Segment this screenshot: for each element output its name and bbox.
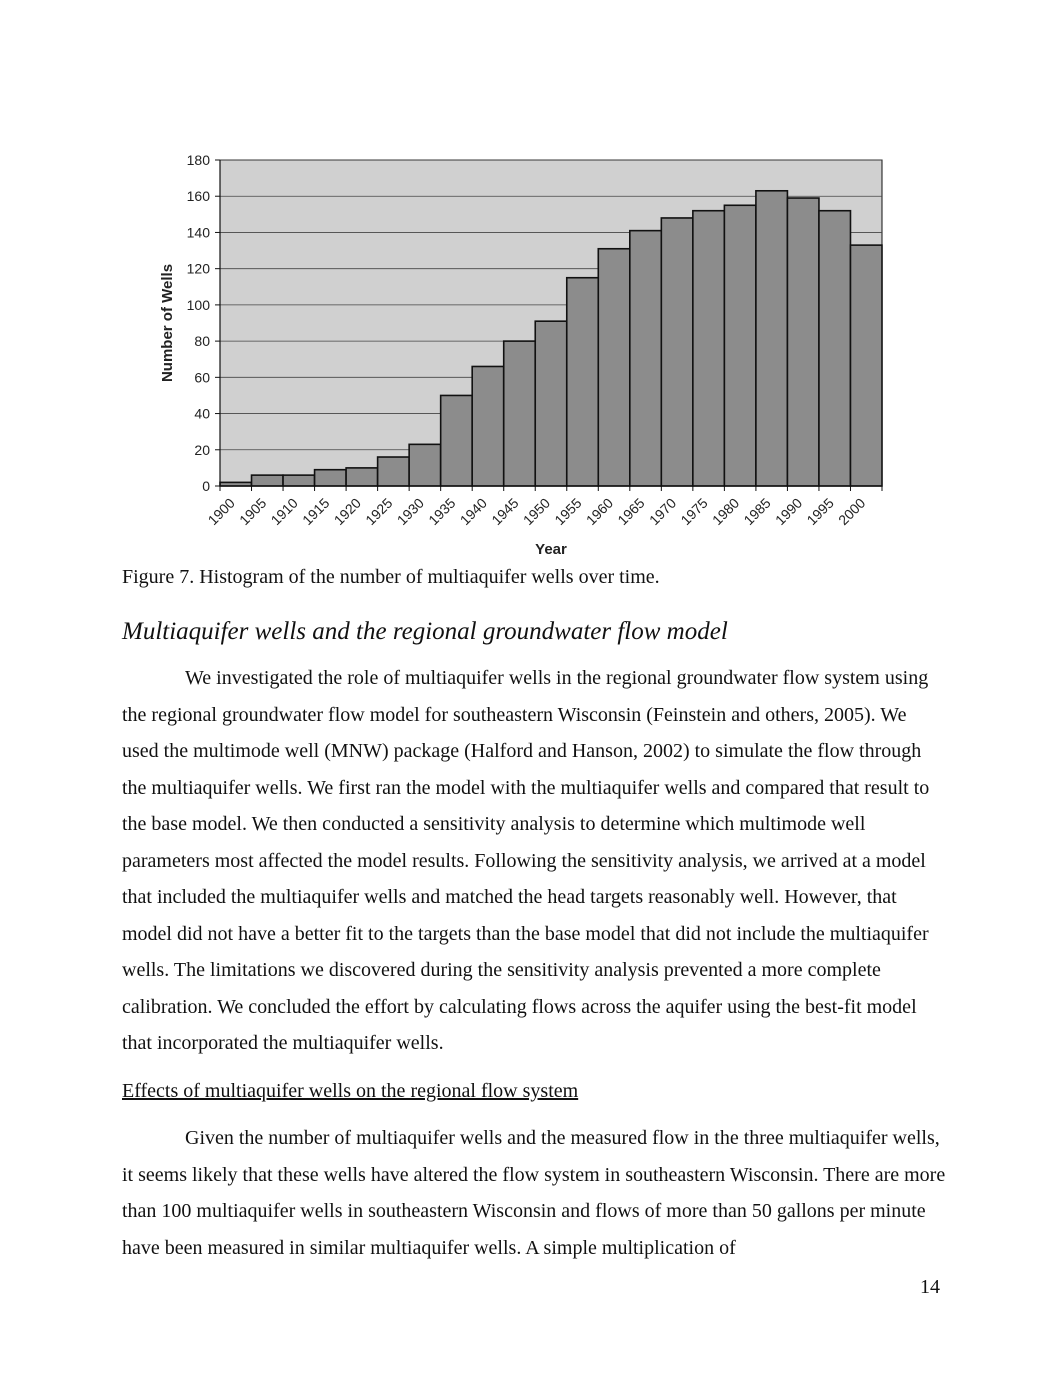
bar: [787, 198, 819, 486]
bar: [819, 211, 851, 486]
page-number: 14: [920, 1276, 940, 1298]
x-tick-label: 1975: [677, 494, 711, 529]
y-tick-label: 0: [202, 478, 210, 494]
section-heading: Multiaquifer wells and the regional groundwater flow model: [122, 618, 728, 645]
body-paragraph-2: Given the number of multiaquifer wells and the measured flow in the three multiaquifer wells, it seems likely that these wells have altered the flow system in southeastern Wisconsin. There are more than 100 multiaquifer wells in southeastern Wisconsin and flows of more than 50 gallons per minute have been measured in similar multiaquifer wells. A simple multiplication of: [122, 1127, 946, 1259]
bar: [252, 475, 284, 486]
bar: [756, 191, 788, 486]
bar: [378, 457, 410, 486]
bar: [598, 249, 630, 486]
figure-caption: Figure 7. Histogram of the number of multiaquifer wells over time.: [122, 566, 660, 588]
x-tick-label: 1925: [362, 494, 396, 529]
x-tick-label: 1960: [582, 494, 617, 529]
x-tick-label: 1940: [456, 494, 491, 529]
bar: [346, 468, 378, 486]
x-tick-label: 1915: [299, 494, 333, 529]
y-tick-label: 180: [186, 152, 210, 168]
x-tick-label: 1950: [519, 494, 554, 529]
y-tick-label: 140: [186, 224, 210, 241]
bar: [283, 475, 315, 486]
bar: [315, 470, 347, 486]
x-tick-label: 1990: [771, 494, 806, 529]
histogram-chart: [150, 140, 910, 560]
x-tick-label: 1985: [740, 494, 774, 529]
x-tick-label: 1900: [204, 494, 238, 529]
body-paragraph: We investigated the role of multiaquifer wells in the regional groundwater flow system using the regional groundwater flow model for southeastern Wisconsin (Feinstein and others, 2005). We used the multimode well (MNW) package (Halford and Hanson, 2002) to simulate the flow through the multiaquifer wells. We first ran the model with the multiaquifer wells and compared that result to the base model. We then conducted a sensitivity analysis to determine which multimode well parameters most affected the model results. Following the sensitivity analysis, we arrived at a model that included the multiaquifer wells and matched the head targets reasonably well. However, that model did not have a better fit to the targets than the base model that did not include the multiaquifer wells. The limitations we discovered during the sensitivity analysis prevented a more complete calibration. We concluded the effort by calculating flows across the aquifer using the best-fit model that incorporated the multiaquifer wells.: [122, 667, 930, 1054]
x-tick-label: 1945: [488, 494, 522, 529]
x-tick-label: 1980: [708, 494, 743, 529]
x-tick-label: 1910: [267, 494, 301, 529]
bar: [535, 321, 567, 486]
x-tick-label: 1965: [614, 494, 648, 529]
bar: [850, 245, 882, 486]
bar: [504, 341, 536, 486]
y-tick-label: 160: [186, 188, 210, 205]
x-tick-label: 1930: [393, 494, 428, 529]
x-axis-label: Year: [535, 541, 567, 558]
x-tick-label: 1955: [551, 494, 585, 529]
y-tick-label: 100: [186, 296, 210, 313]
x-tick-label: 1935: [425, 494, 459, 529]
y-tick-label: 120: [186, 260, 210, 277]
bar: [409, 444, 441, 486]
y-tick-label: 60: [194, 369, 210, 386]
bar: [441, 395, 473, 486]
x-tick-label: 1995: [803, 494, 837, 529]
bar: [661, 218, 693, 486]
x-tick-label: 1970: [645, 494, 680, 529]
y-tick-label: 80: [194, 333, 210, 350]
x-tick-label: 1905: [236, 494, 270, 529]
x-tick-label: 1920: [330, 494, 364, 529]
bar: [693, 211, 725, 486]
subsection-heading: Effects of multiaquifer wells on the regional flow system: [122, 1080, 579, 1102]
x-tick-label: 2000: [835, 494, 869, 529]
bar: [630, 231, 662, 486]
y-tick-label: 20: [194, 441, 210, 458]
bar: [567, 278, 599, 486]
y-tick-label: 40: [194, 405, 210, 422]
y-axis-label: Number of Wells: [159, 263, 176, 383]
bar: [724, 205, 756, 486]
bar: [472, 366, 504, 486]
